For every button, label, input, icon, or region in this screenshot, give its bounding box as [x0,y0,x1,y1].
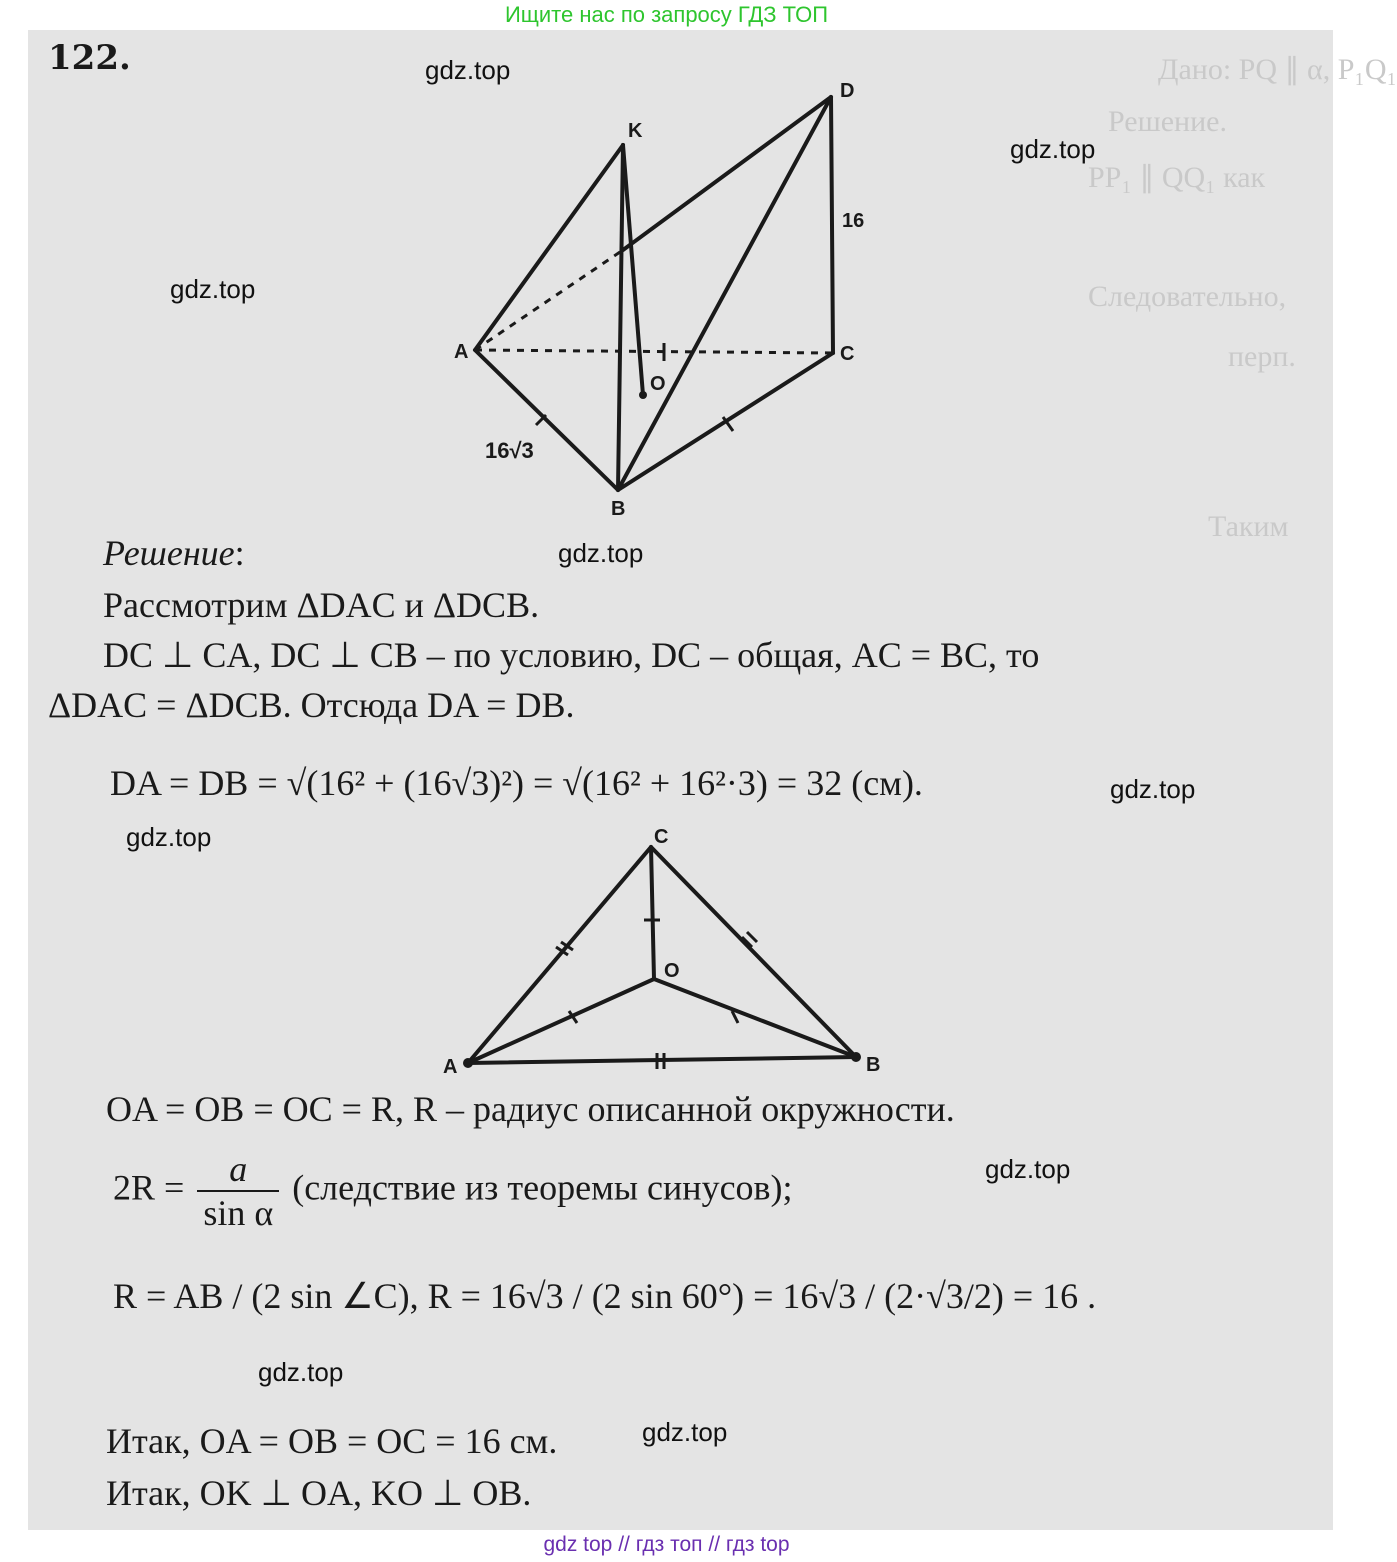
solution-line-8: Итак, OA = OB = OC = 16 см. [106,1421,558,1461]
top-banner: Ищите нас по запросу ГДЗ ТОП [504,2,829,27]
label-k: K [628,120,643,142]
watermark: gdz.top [170,274,256,304]
solution-line-7: R = AB / (2 sin ∠C), R = 16√3 / (2 sin 60°) = 16√3 / (2·√3/2) = 16 . [113,1276,1097,1316]
label-a: A [454,341,469,363]
solution-line-3: ΔDAC = ΔDCB. Отсюда DA = DB. [48,685,575,725]
label-ab-length: 16√3 [485,438,534,463]
watermark: gdz.top [258,1357,344,1387]
label-b: B [611,498,626,520]
watermark: gdz.top [1010,134,1096,164]
watermark: gdz.top [1110,774,1196,804]
watermark: gdz.top [985,1154,1071,1184]
watermark: gdz.top [126,822,212,852]
watermark: gdz.top [425,55,511,85]
solution-line-6 [113,1148,793,1234]
watermark: gdz.top [558,538,644,568]
label-c2: C [654,826,669,848]
figure-triangle [438,825,898,1085]
bottom-banner: gdz top // гдз топ // гдз top [543,1533,790,1556]
solution-line-9: Итак, OK ⊥ OA, KO ⊥ OB. [106,1473,532,1513]
label-d: D [840,80,855,102]
solution-line-2: DC ⊥ CA, DC ⊥ CB – по условию, DC – общая, AC = BC, то [103,635,1040,675]
watermark: gdz.top [642,1417,728,1447]
solution-line-1: Рассмотрим ΔDAC и ΔDCB. [103,585,540,625]
sine-law-lhs: 2R = [113,1167,185,1208]
sine-law-fraction: $\frac{a}{\text{sin α}}$ [197,1148,279,1234]
problem-number: 122. [48,38,131,78]
label-o: O [650,373,666,395]
figure-pyramid [428,75,908,520]
label-b2: B [866,1054,881,1076]
solution-heading: Решение: [103,533,245,573]
solution-line-5: OA = OB = OC = R, R – радиус описанной окружности. [106,1089,955,1129]
label-c: C [840,343,855,365]
label-a2: A [443,1056,458,1078]
solution-line-4: DA = DB = √(16² + (16√3)²) = √(16² + 16²·3) = 32 (см). [110,763,923,803]
label-o2: O [664,960,680,982]
textbook-page: Дано: PQ ∥ α, P₁Q₁ Решение. PP₁ ∥ QQ₁ как Следовательно, перп. Таким 122. K D A C O B 16 16√3 Решение: Рассмотрим ΔDAC и ΔDCB. DC ⊥ CA, DC ⊥ CB – по условию, DC – общая, AC = BC, то ΔDAC = ΔDCB. Отсюда DA = DB. DA = DB = √(16² + (16√3)²) = √(16² + 16²·3) = 32 (см). C O A B OA = OB = OC = R, R – радиус описанной окружности. 2R = $\frac{a}{\text{sin α}}$ (следствие из теоремы синусов); R = AB / (2 sin ∠C), R = 16√3 / (2 sin 60°) = 16√3 / (2·√3/2) = 16 . Итак, OA = OB = OC = 16 см. Итак, OK ⊥ OA, KO ⊥ OB. gdz.top gdz.top gdz.top gdz.top gdz.top gdz.top gdz.top gdz.top gdz.top [28,30,1333,1530]
label-dc-length: 16 [842,210,865,232]
sine-law-note: (следствие из теоремы синусов); [292,1167,793,1208]
